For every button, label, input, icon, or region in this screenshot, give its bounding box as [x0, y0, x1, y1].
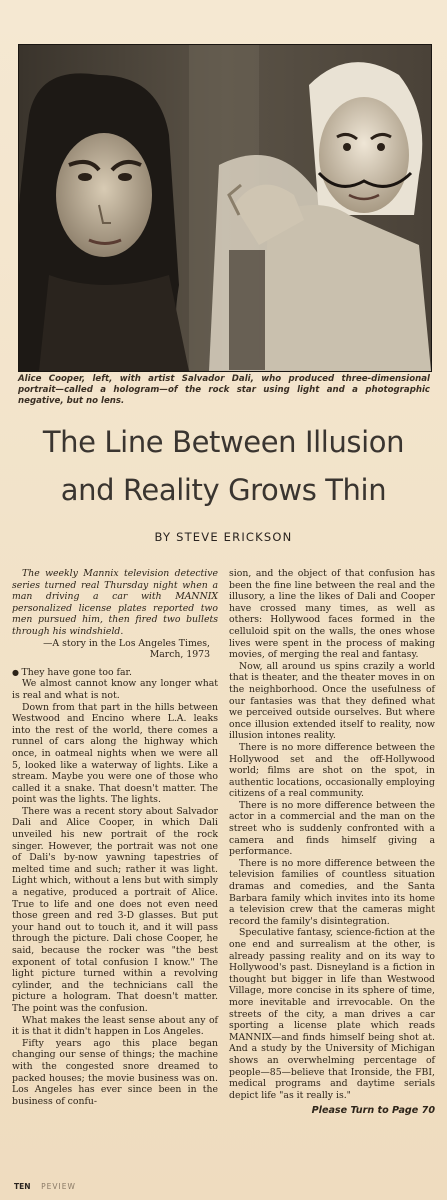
- article-photo: [18, 44, 432, 372]
- footer-smudge: PEVIEW: [41, 1182, 76, 1191]
- paragraph: Down from that part in the hills between Westwood and Encino where L.A. leaks into the rest of the world, there comes a runnel of cars along the highway which once, in oatmeal nights when we were all 5, looked like a waterway of lights. Like a stream. Maybe you were one of those who called it a snake. That doesn't matter. The point was the lights. The lights.: [12, 701, 218, 806]
- paragraph: sion, and the object of that confusion has been the fine line between the real and the illusory, a line the likes of Dali and Cooper have crossed many times, as well as others: Hollywood faces formed in the celluloid spit on the walls, the ones whose lives were spent in the process of making movies, of merging the real and fantasy.: [229, 568, 435, 661]
- headline-line-2: and Reality Grows Thin: [60, 473, 387, 507]
- paragraph: There is no more difference between the Hollywood set and the off-Hollywood world; films are shot on the spot, in authentic locations, occasionally employing citizens of a real community.: [229, 741, 435, 800]
- byline: BY STEVE ERICKSON: [154, 530, 293, 544]
- paragraph: Fifty years ago this place began changing our sense of things; the machine with the congested snore dreamed to packed houses; the movie business was on. Los Angeles has ever since been in the business of confu-: [12, 1037, 218, 1107]
- headline-line-1: The Line Between Illusion: [42, 425, 405, 459]
- epigraph: The weekly Mannix television detective series turned real Thursday night when a man driving a car with MANNIX personalized license plates reported two men pursued him, then fired two bullets through his windshield.: [12, 568, 218, 637]
- headline: [8, 418, 439, 514]
- paragraph: There is no more difference between the television families of countless situation dramas and comedies, and the Santa Barbara family which invites into its home a television crew that the cameras might record the family's disintegration.: [229, 857, 435, 927]
- page-footer: [14, 1182, 76, 1191]
- column-left: [12, 568, 218, 1107]
- photo-caption: Alice Cooper, left, with artist Salvador Dali, who produced three-dimensional portrait—called a hologram—of the rock star using light and a photographic negative, but no lens.: [18, 374, 430, 406]
- continuation-link[interactable]: Please Turn to Page 70: [311, 1105, 435, 1117]
- paragraph: There was a recent story about Salvador Dali and Alice Cooper, in which Dali unveiled his new portrait of the rock singer. However, the portrait was not one of Dali's by-now yawning tapestries of melted time and such; rather it was light. Light which, without a lens but with simply a negative, produced a portrait of Alice. True to life and one does not even need those green and red 3-D glasses. But put your hand out to touch it, and it will pass through the picture. Dali chose Cooper, he said, because the rocker was "the best exponent of total confusion I know." The light picture turned within a revolving cylinder, and the technicians call the picture a hologram. That doesn't matter. The point was the confusion.: [12, 805, 218, 1014]
- paragraph: [12, 667, 218, 679]
- paragraph: There is no more difference between the actor in a commercial and the man on the street who is suddenly confronted with a camera and finds himself giving a performance.: [229, 799, 435, 858]
- paragraph: We almost cannot know any longer what is real and what is not.: [12, 678, 218, 701]
- page-number: TEN: [14, 1182, 31, 1191]
- epigraph-attribution: —A story in the Los Angeles Times, March, 1973: [43, 637, 210, 661]
- paragraph: What makes the least sense about any of it is that it didn't happen in Los Angeles.: [12, 1014, 218, 1038]
- bullet-icon: ●: [12, 667, 22, 677]
- paragraph-text: They have gone too far.: [21, 666, 132, 678]
- photo-illustration: [19, 45, 431, 371]
- paragraph: Speculative fantasy, science-fiction at the one end and surrealism at the other, is already passing reality and on its way to Hollywood's past. Disneyland is a fiction in thought but bigger in life than Westwood Village, more concise in its sphere of time, more inevitable and irrevocable. On the streets of the city, a man drives a car sporting a license plate which reads MANNIX—and finds himself being shot at. And a study by the University of Michigan shows an overwhelming percentage of people—85—believe that Ironside, the FBI, medical programs and daytime serials depict life "as it really is.": [229, 927, 435, 1101]
- paragraph: Now, all around us spins crazily a world that is theater, and the theater moves in on the neighborhood. Once the usefulness of our fantasies was that they defined what we perceived outside ourselves. But where once illusion extended itself to reality, now illusion intones reality.: [229, 660, 435, 742]
- column-right: [229, 568, 435, 1117]
